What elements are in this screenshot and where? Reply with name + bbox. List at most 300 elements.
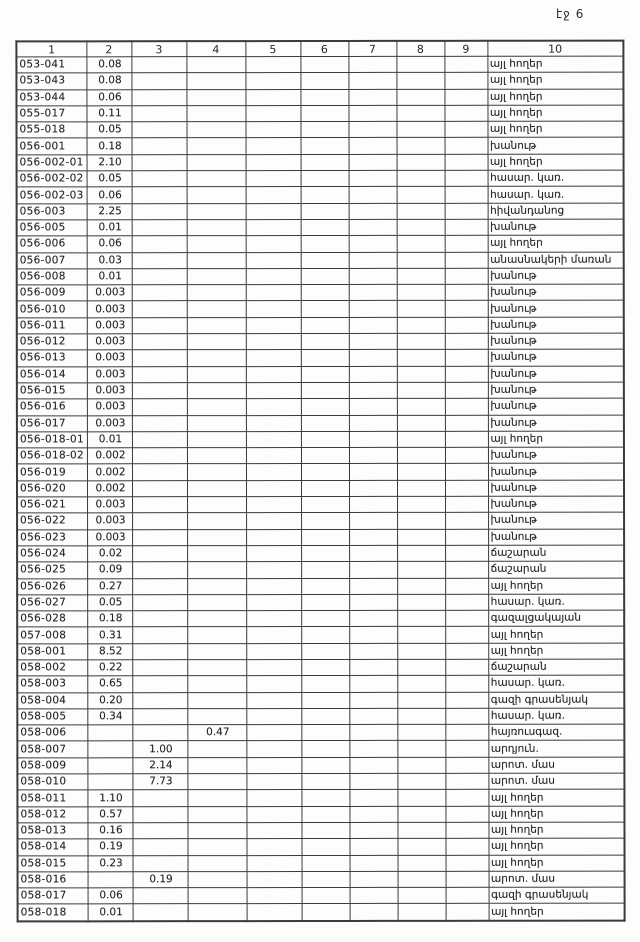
cell-parcel-code: 058-016 [18,872,88,888]
cell-area-value: 0.16 [87,823,132,839]
cell-empty [397,447,445,463]
cell-empty [349,822,397,838]
cell-empty [349,725,397,741]
cell-empty [445,529,488,545]
table-row [17,708,624,725]
cell-area-value: 0.05 [86,122,131,138]
cell-parcel-code: 056-017 [17,415,87,431]
cell-empty [247,888,302,904]
cell-empty [302,888,350,904]
cell-land-use: հասար. կառ. [488,170,624,186]
cell-empty [446,855,489,871]
cell-empty [301,529,349,545]
table-row [17,529,624,546]
cell-empty [132,546,187,562]
cell-empty [349,676,397,692]
table-row [17,366,624,383]
cell-empty [349,366,397,382]
column-header-4: 4 [186,41,245,57]
cell-empty [132,236,187,252]
table-row [17,382,624,399]
table-row [17,545,624,562]
cell-land-use: հասար. կառ. [488,675,624,691]
cell-empty [445,610,488,626]
cell-empty [301,806,349,822]
cell-empty [445,480,488,496]
cell-area-value: 0.01 [87,432,132,448]
cell-empty [187,790,246,806]
column-header-9: 9 [444,41,487,57]
cell-empty [397,659,445,675]
cell-area-value: 0.65 [87,676,132,692]
cell-empty [445,382,488,398]
table-row [17,757,624,774]
cell-area-value: 0.003 [87,366,132,382]
cell-empty [246,578,301,594]
cell-empty [350,888,398,904]
cell-parcel-code: 055-017 [16,106,86,122]
cell-empty [187,366,246,382]
cell-area-value: 0.002 [87,480,132,496]
cell-empty [301,822,349,838]
table-row [16,121,623,138]
cell-empty [187,546,246,562]
cell-land-use: խանութ [488,496,624,512]
header-row [16,41,623,57]
cell-parcel-code: 056-006 [17,236,87,252]
cell-empty [349,399,397,415]
table-row [17,447,624,464]
cell-empty [246,154,301,170]
cell-land-use: խանութ [488,317,624,333]
cell-empty [348,73,396,89]
table-row [17,154,624,171]
cell-empty [246,415,301,431]
cell-empty [301,692,349,708]
table-row [18,887,625,904]
cell-parcel-code: 058-003 [17,676,87,692]
cell-empty [349,627,397,643]
cell-empty [396,122,444,138]
cell-empty [397,578,445,594]
cell-empty [301,643,349,659]
cell-parcel-code: 053-041 [16,57,86,73]
cell-empty [445,627,488,643]
cell-land-use: այլ հողեր [488,838,624,854]
cell-empty [246,839,301,855]
cell-empty [187,252,246,268]
cell-empty [187,268,246,284]
cell-empty [246,448,301,464]
cell-empty [132,790,187,806]
cell-empty [188,888,247,904]
cell-empty [445,252,488,268]
cell-empty [246,252,301,268]
cell-land-use: այլ հողեր [488,154,624,170]
cell-empty [349,219,397,235]
cell-empty [132,643,187,659]
cell-empty [246,382,301,398]
cell-empty [132,692,187,708]
cell-empty [445,757,488,773]
cell-empty [397,154,445,170]
cell-empty [132,611,187,627]
cell-area-value: 0.11 [86,106,131,122]
cell-empty [446,904,489,921]
cell-empty [246,334,301,350]
cell-empty [349,545,397,561]
cell-empty [246,692,301,708]
cell-area-value: 0.003 [87,415,132,431]
table-row [18,904,625,922]
cell-empty [301,741,349,757]
cell-area-value: 0.09 [87,562,132,578]
cell-empty [397,757,445,773]
cell-empty [300,73,348,89]
cell-empty [87,774,132,790]
cell-area-value: 0.002 [87,464,132,480]
cell-empty [133,888,188,904]
cell-empty [246,203,301,219]
cell-empty [246,643,301,659]
cell-empty [397,284,445,300]
cell-empty [349,187,397,203]
cell-empty [131,106,186,122]
cell-land-use: հասար. կառ. [488,186,624,202]
cell-parcel-code: 056-007 [17,252,87,268]
cell-empty [187,171,246,187]
cell-empty [397,513,445,529]
cell-parcel-code: 056-022 [17,513,87,529]
cell-empty [397,301,445,317]
cell-empty [246,822,301,838]
cell-parcel-code: 056-002-03 [17,187,87,203]
cell-empty [301,774,349,790]
cell-empty [301,725,349,741]
cell-land-use: այլ հողեր [488,626,624,642]
cell-empty [398,904,446,921]
cell-empty [245,73,300,89]
cell-empty [187,692,246,708]
cell-empty [445,708,488,724]
cell-empty [132,432,187,448]
cell-empty [131,89,186,105]
cell-area-value: 0.19 [133,872,188,888]
cell-empty [187,774,246,790]
cell-empty [246,464,301,480]
cell-empty [349,562,397,578]
cell-area-value: 0.003 [87,318,132,334]
cell-empty [445,839,488,855]
cell-empty [397,480,445,496]
cell-empty [349,138,397,154]
cell-empty [131,57,186,73]
cell-land-use: հայռուսգազ. [488,724,624,740]
table-row [17,203,624,220]
cell-empty [301,317,349,333]
cell-land-use: հասար. կառ. [488,708,624,724]
cell-empty [301,659,349,675]
cell-empty [397,724,445,740]
cell-empty [349,415,397,431]
cell-empty [444,121,487,137]
table-row [17,170,624,187]
cell-parcel-code: 056-008 [17,269,87,285]
cell-area-value: 1.00 [132,741,187,757]
cell-empty [186,73,245,89]
cell-land-use: ճաշարան [488,545,624,561]
cell-empty [349,529,397,545]
cell-empty [397,496,445,512]
cell-empty [445,822,488,838]
cell-area-value: 0.34 [87,709,132,725]
cell-empty [246,774,301,790]
cell-empty [349,252,397,268]
cell-empty [131,73,186,89]
cell-empty [187,220,246,236]
cell-empty [187,138,246,154]
cell-empty [349,806,397,822]
cell-empty [397,415,445,431]
cell-area-value: 0.003 [87,334,132,350]
table-row [17,773,624,790]
cell-land-use: խանութ [488,398,624,414]
cell-empty [445,773,488,789]
cell-empty [246,627,301,643]
cell-empty [246,562,301,578]
cell-empty [446,887,489,903]
cell-empty [301,252,349,268]
cell-area-value: 0.05 [87,171,132,187]
cell-empty [348,56,396,72]
cell-empty [132,203,187,219]
cell-empty [396,89,444,105]
cell-empty [301,611,349,627]
page-number-label: էջ 6 [556,7,585,21]
cell-empty [398,871,446,887]
cell-empty [187,806,246,822]
cell-empty [187,187,246,203]
cell-empty [349,382,397,398]
cell-empty [132,839,187,855]
table-row [17,626,624,643]
cell-empty [397,692,445,708]
cell-empty [301,415,349,431]
cell-empty [245,122,300,138]
cell-parcel-code: 058-010 [17,774,87,790]
cell-empty [397,219,445,235]
cell-empty [445,268,488,284]
cell-empty [301,350,349,366]
cell-empty [187,350,246,366]
cell-empty [349,594,397,610]
table-row [17,822,624,839]
table-row [17,659,624,676]
cell-parcel-code: 058-007 [17,741,87,757]
cell-empty [349,317,397,333]
cell-empty [349,170,397,186]
cell-empty [246,529,301,545]
cell-empty [301,496,349,512]
cell-parcel-code: 053-044 [16,89,86,105]
cell-empty [348,105,396,121]
cell-empty [187,611,246,627]
table-row [16,89,623,106]
cell-empty [349,464,397,480]
cell-empty [186,89,245,105]
cell-empty [350,904,398,921]
cell-land-use: անասնակերի մառան [488,252,624,268]
cell-land-use: արդյուն. [488,741,624,757]
table-row [17,219,624,236]
cell-empty [349,513,397,529]
table-row [16,105,623,122]
cell-empty [301,562,349,578]
cell-land-use: խանութ [488,382,624,398]
cell-area-value: 2.14 [132,757,187,773]
cell-empty [349,431,397,447]
cell-land-use: այլ հողեր [488,431,624,447]
cell-empty [132,383,187,399]
cell-empty [397,431,445,447]
cell-parcel-code: 058-011 [17,790,87,806]
cell-empty [246,317,301,333]
cell-empty [397,643,445,659]
cell-empty [300,89,348,105]
table-row [16,72,623,89]
cell-area-value: 0.003 [87,497,132,513]
cell-empty [445,236,488,252]
cell-parcel-code: 056-020 [17,481,87,497]
cell-empty [398,855,446,871]
cell-area-value: 0.01 [88,904,133,921]
cell-area-value: 0.06 [87,187,132,203]
cell-empty [445,399,488,415]
cell-area-value: 0.003 [87,513,132,529]
cell-empty [397,545,445,561]
cell-empty [132,480,187,496]
cell-land-use: այլ հողեր [487,72,623,88]
cell-empty [445,154,488,170]
cell-empty [445,545,488,561]
table-row [17,463,624,480]
cell-empty [246,741,301,757]
cell-empty [445,659,488,675]
table-row [17,838,624,855]
cell-area-value: 8.52 [87,643,132,659]
table-row [17,610,624,627]
cell-empty [246,660,301,676]
table-row [17,415,624,432]
cell-empty [445,806,488,822]
cell-empty [247,871,302,887]
cell-area-value: 0.06 [86,89,131,105]
cell-parcel-code: 058-001 [17,644,87,660]
column-header-5: 5 [245,41,300,57]
cell-parcel-code: 056-018-02 [17,448,87,464]
cell-area-value: 0.03 [87,252,132,268]
cell-empty [301,187,349,203]
cell-empty [187,334,246,350]
cell-parcel-code: 056-001 [17,138,87,154]
cell-area-value: 1.10 [87,790,132,806]
cell-empty [349,659,397,675]
cell-empty [445,513,488,529]
cell-empty [246,138,301,154]
cell-empty [445,170,488,186]
cell-area-value: 0.47 [187,725,246,741]
cell-parcel-code: 056-009 [17,285,87,301]
cell-land-use: խանութ [488,366,624,382]
cell-empty [301,790,349,806]
column-header-10: 10 [487,41,623,57]
cell-empty [349,268,397,284]
cell-empty [445,415,488,431]
cell-empty [301,138,349,154]
column-header-2: 2 [86,41,131,57]
cell-empty [445,643,488,659]
cell-empty [246,757,301,773]
cell-empty [246,219,301,235]
cell-empty [132,415,187,431]
cell-area-value: 0.08 [86,73,131,89]
cell-empty [349,301,397,317]
cell-empty [187,741,246,757]
cell-area-value: 0.22 [87,660,132,676]
cell-land-use: խանութ [488,480,624,496]
cell-land-use: այլ հողեր [488,578,624,594]
cell-empty [132,806,187,822]
cell-empty [186,105,245,121]
cell-empty [301,366,349,382]
cell-empty [445,676,488,692]
cell-land-use: խանութ [488,284,624,300]
cell-empty [349,773,397,789]
table-row [17,349,624,366]
cell-land-use: հասար. կառ. [488,594,624,610]
table-row [17,512,624,529]
table-row [18,871,625,888]
cell-land-use: այլ հողեր [487,105,623,121]
cell-empty [444,56,487,72]
cell-empty [132,562,187,578]
cell-land-use: արոտ. մաս [488,773,624,789]
cell-empty [301,268,349,284]
table-row [17,235,624,252]
cell-empty [246,480,301,496]
cell-empty [301,154,349,170]
cell-empty [445,496,488,512]
cell-empty [245,105,300,121]
table-row [17,789,624,806]
cell-empty [247,904,302,921]
cell-empty [132,154,187,170]
cell-land-use: այլ հողեր [488,643,624,659]
cell-empty [397,317,445,333]
cell-empty [132,660,187,676]
cell-area-value: 0.003 [87,529,132,545]
cell-empty [246,611,301,627]
column-header-3: 3 [131,41,186,57]
cell-empty [301,448,349,464]
cell-parcel-code: 058-017 [18,888,88,904]
cell-land-use: խանութ [488,301,624,317]
cell-empty [397,627,445,643]
cell-parcel-code: 056-026 [17,578,87,594]
cell-empty [445,284,488,300]
cell-land-use: հիվանդանոց [488,203,624,219]
cell-area-value: 0.003 [87,383,132,399]
